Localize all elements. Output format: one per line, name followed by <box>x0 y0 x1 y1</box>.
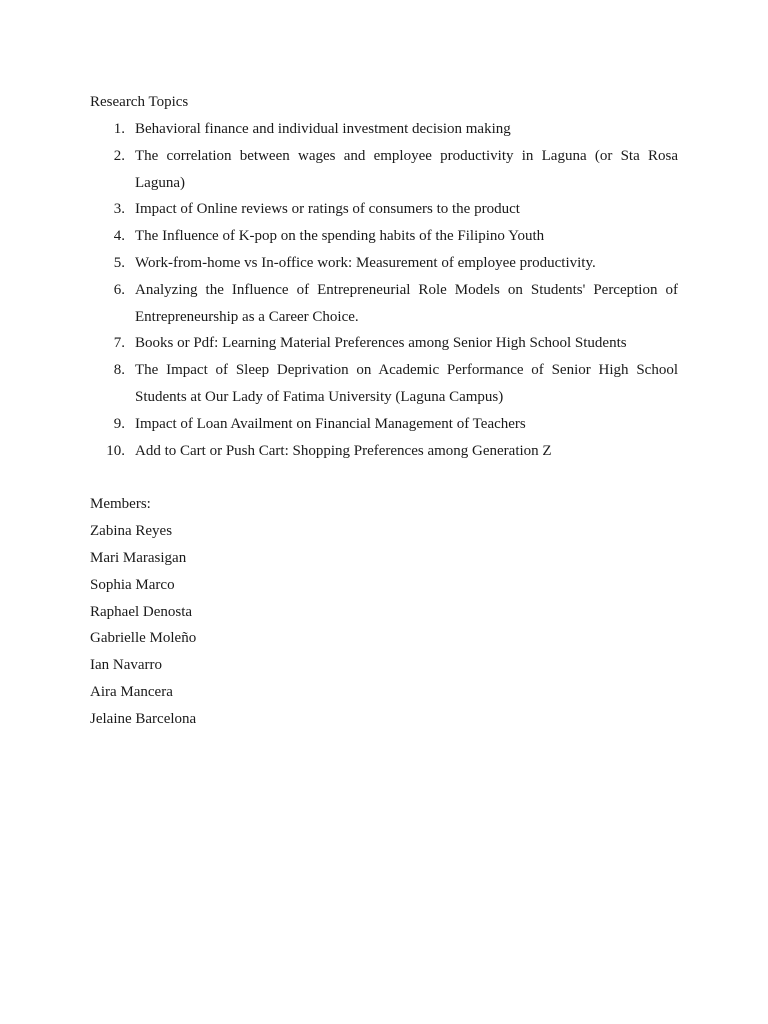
topic-number: 7. <box>113 335 125 352</box>
topic-text: The correlation between wages and employee productivity in Laguna (or Sta Rosa Laguna) <box>135 147 678 191</box>
member-name: Ian Navarro <box>90 657 163 674</box>
topic-number: 1. <box>113 121 125 137</box>
topic-item <box>90 277 678 331</box>
topic-item <box>90 357 678 411</box>
member-name: Jelaine Barcelona <box>90 710 197 727</box>
document-page <box>90 89 678 733</box>
topic-number: 10. <box>106 442 125 459</box>
topic-text: Impact of Online reviews or ratings of consumers to the product <box>135 201 520 218</box>
topic-item <box>90 250 678 277</box>
topic-item <box>90 411 678 438</box>
topic-item <box>90 116 678 143</box>
topic-number: 8. <box>113 362 125 379</box>
topic-text: Books or Pdf: Learning Material Preferences among Senior High School Students <box>135 335 627 352</box>
topic-item <box>90 223 678 250</box>
topic-text: The Impact of Sleep Deprivation on Academic Performance of Senior High School Students at Our Lady of Fatima University (Laguna Campus) <box>135 362 678 405</box>
member-name: Sophia Marco <box>90 576 175 593</box>
topic-text: Add to Cart or Push Cart: Shopping Preferences among Generation Z <box>135 442 552 459</box>
topic-number: 6. <box>113 281 125 298</box>
topics-list <box>90 116 678 464</box>
topic-item <box>90 438 678 465</box>
members-heading: Members: <box>90 496 151 513</box>
topic-text: Impact of Loan Availment on Financial Management of Teachers <box>135 415 526 432</box>
topic-number: 2. <box>113 147 125 164</box>
member-name: Gabrielle Moleño <box>90 630 197 647</box>
topic-item <box>90 196 678 223</box>
topic-number: 4. <box>113 228 125 245</box>
member-name: Raphael Denosta <box>90 603 193 620</box>
topic-item <box>90 143 678 197</box>
topic-text: Analyzing the Influence of Entrepreneurial Role Models on Students' Perception of Entrepreneurship as a Career Choice. <box>135 281 678 325</box>
topic-number: 5. <box>113 254 125 271</box>
topic-text: Behavioral finance and individual investment decision making <box>135 121 511 137</box>
member-name: Aira Mancera <box>90 683 173 700</box>
topic-text: Work-from-home vs In-office work: Measurement of employee productivity. <box>135 254 596 271</box>
member-name: Zabina Reyes <box>90 523 173 540</box>
member-name: Mari Marasigan <box>90 549 187 566</box>
topic-number: 3. <box>113 201 125 218</box>
topic-item <box>90 330 678 357</box>
members-section <box>90 491 678 732</box>
topic-number: 9. <box>113 415 125 432</box>
topic-text: The Influence of K-pop on the spending habits of the Filipino Youth <box>135 228 545 245</box>
topics-heading: Research Topics <box>90 94 189 110</box>
